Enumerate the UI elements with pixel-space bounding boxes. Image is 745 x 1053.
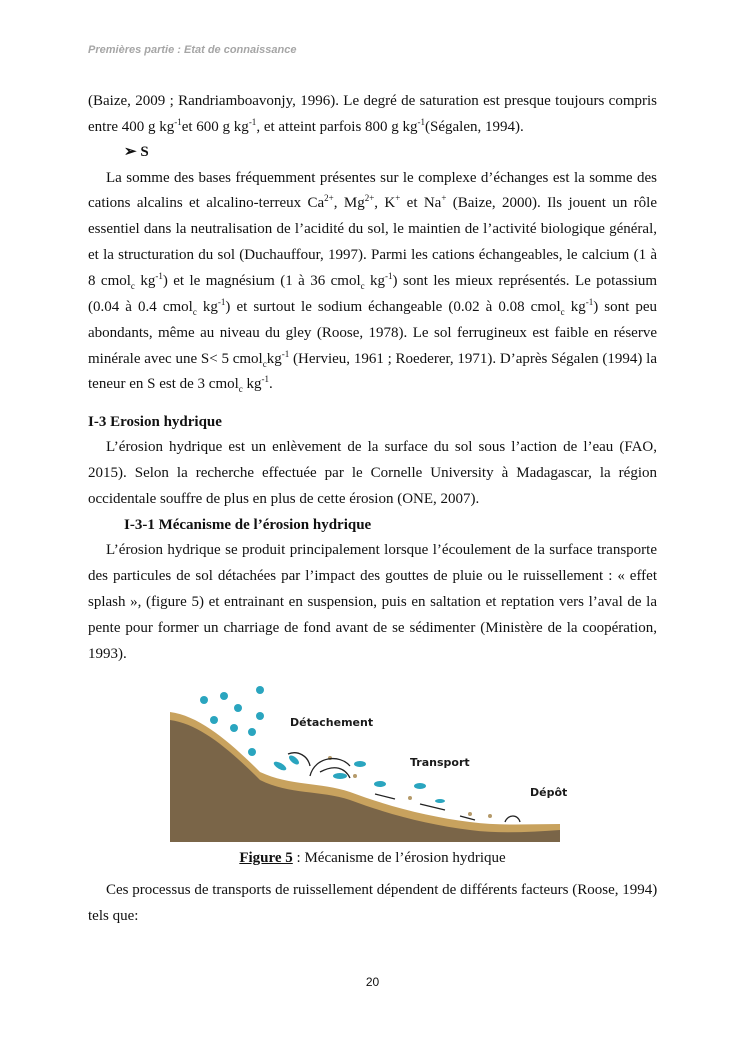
text-run: ) et surtout le sodium échangeable (0.02 à 0.08 cmol xyxy=(225,299,561,315)
supscript: -1 xyxy=(261,374,270,384)
text-run: 2015). Selon la recherche effectuée par le Cornelle University à Madagascar, la région xyxy=(88,465,657,481)
text-run: Ces processus de transports de ruissellement dépendent de différents facteurs (Roose, 1994) xyxy=(106,882,658,898)
text-run: et 600 g kg xyxy=(181,119,249,135)
text-run: et Na xyxy=(400,195,442,211)
supscript: -1 xyxy=(155,271,163,281)
text-line xyxy=(88,619,657,637)
text-line xyxy=(88,645,657,663)
text-line xyxy=(88,272,657,290)
supscript: -1 xyxy=(385,271,393,281)
caption-text: : Mécanisme de l’érosion hydrique xyxy=(292,850,506,866)
supscript: -1 xyxy=(248,117,257,127)
text-run: . xyxy=(269,376,273,392)
text-run: (Baize, 2009 ; Randriamboavonjy, 1996). Le degré de saturation est presque toujours compris xyxy=(88,93,657,109)
figure-caption xyxy=(0,850,745,867)
text-line xyxy=(106,881,657,899)
subscript: c xyxy=(560,307,565,317)
page-number: 20 xyxy=(365,975,380,989)
text-run: et la structuration du sol (Duchauffour, 1997). Parmi les cations échangeables, le calcium (1 à xyxy=(88,247,657,263)
text-run: (Ségalen, 1994). xyxy=(425,119,524,135)
supscript: 2+ xyxy=(364,193,375,203)
text-run: ) sont peu xyxy=(593,299,657,315)
subscript: c xyxy=(238,384,243,394)
text-run: cations alcalins et alcalino-terreux Ca xyxy=(88,195,325,211)
text-run: kg xyxy=(564,299,586,315)
text-line xyxy=(124,143,657,161)
text-run: 1993). xyxy=(88,646,127,662)
text-line xyxy=(88,464,657,482)
text-line xyxy=(88,220,657,238)
text-run: minérale avec une S< 5 cmol xyxy=(88,351,263,367)
running-header: Premières partie : Etat de connaissance xyxy=(88,44,297,56)
text-run: L’érosion hydrique est un enlèvement de la surface du sol sous l’action de l’eau (FAO, xyxy=(106,439,657,455)
caption-label: Figure 5 xyxy=(239,850,293,866)
text-run: entre 400 g kg xyxy=(88,119,175,135)
supscript: -1 xyxy=(281,349,290,359)
text-run: teneur en S est de 3 cmol xyxy=(88,376,239,392)
text-line xyxy=(88,375,657,393)
text-run: L’érosion hydrique se produit principalement lorsque l’écoulement de la surface transporte xyxy=(106,542,657,558)
supscript: -1 xyxy=(417,117,426,127)
text-run: abondants, même au niveau du gley (Roose, 1978). Le sol ferrugineux est faible en réserve xyxy=(88,325,657,341)
text-run: kg xyxy=(266,351,282,367)
subscript: c xyxy=(360,281,365,291)
text-run: pente pour former un charriage de fond avant de se sédimenter (Ministère de la coopération, xyxy=(88,620,657,636)
text-run: ➢ S xyxy=(124,144,149,160)
text-line xyxy=(106,541,657,559)
subscript: c xyxy=(262,359,267,369)
text-line xyxy=(106,169,657,187)
text-run: La somme des bases fréquemment présentes sur le complexe d’échanges est la somme des xyxy=(106,170,657,186)
supscript: + xyxy=(441,193,447,203)
text-line xyxy=(124,516,657,534)
supscript: 2+ xyxy=(324,193,334,203)
text-run: I-3-1 Mécanisme de l’érosion hydrique xyxy=(124,517,372,533)
text-run: kg xyxy=(242,376,262,392)
text-line xyxy=(88,350,657,368)
supscript: + xyxy=(395,193,401,203)
text-run: ) et le magnésium (1 à 36 cmol xyxy=(162,273,361,289)
text-run: , K xyxy=(374,195,396,211)
subscript: c xyxy=(192,307,197,317)
text-line xyxy=(88,118,657,136)
supscript: -1 xyxy=(217,297,226,307)
label-depot: Dépôt xyxy=(530,786,568,799)
text-line xyxy=(88,92,657,110)
text-line xyxy=(88,413,657,431)
erosion-figure xyxy=(170,676,568,842)
subscript: c xyxy=(130,281,135,291)
text-line xyxy=(88,324,657,342)
text-line xyxy=(88,567,657,585)
text-line xyxy=(106,438,657,456)
text-run: I-3 Erosion hydrique xyxy=(88,414,222,430)
text-run: des particules de sol détachées par l’impact des gouttes de pluie ou le ruissellement : « effet xyxy=(88,568,657,584)
text-run: 8 cmol xyxy=(88,273,131,289)
label-transport: Transport xyxy=(410,756,470,769)
text-line xyxy=(88,907,657,925)
text-run: (Hervieu, 1961 ; Roederer, 1971). D’après Ségalen (1994) la xyxy=(289,351,657,367)
text-run: (Baize, 2000). Ils jouent un rôle xyxy=(446,195,658,211)
label-detachement: Détachement xyxy=(290,716,374,729)
text-run: splash », (figure 5) et entrainant en suspension, puis en saltation et reptation vers l’aval de la xyxy=(88,594,657,610)
text-run: (0.04 à 0.4 cmol xyxy=(88,299,193,315)
text-run: kg xyxy=(196,299,218,315)
supscript: -1 xyxy=(585,297,594,307)
text-run: essentiel dans la neutralisation de l’acidité du sol, le maintien de l’activité biologique général, xyxy=(88,221,657,237)
text-run: kg xyxy=(134,273,156,289)
text-run: , et atteint parfois 800 g kg xyxy=(256,119,418,135)
text-run: tels que: xyxy=(88,908,139,924)
text-line xyxy=(88,246,657,264)
text-run: ) sont les mieux représentés. Le potassium xyxy=(392,273,658,289)
text-line xyxy=(88,298,657,316)
supscript: -1 xyxy=(174,117,182,127)
soil-body xyxy=(170,716,560,842)
text-run: occidentale souffre de plus en plus de cette érosion (ONE, 2007). xyxy=(88,491,480,507)
text-line xyxy=(88,593,657,611)
text-run: , Mg xyxy=(333,195,365,211)
text-line xyxy=(88,490,657,508)
text-line xyxy=(88,194,657,212)
text-run: kg xyxy=(364,273,386,289)
